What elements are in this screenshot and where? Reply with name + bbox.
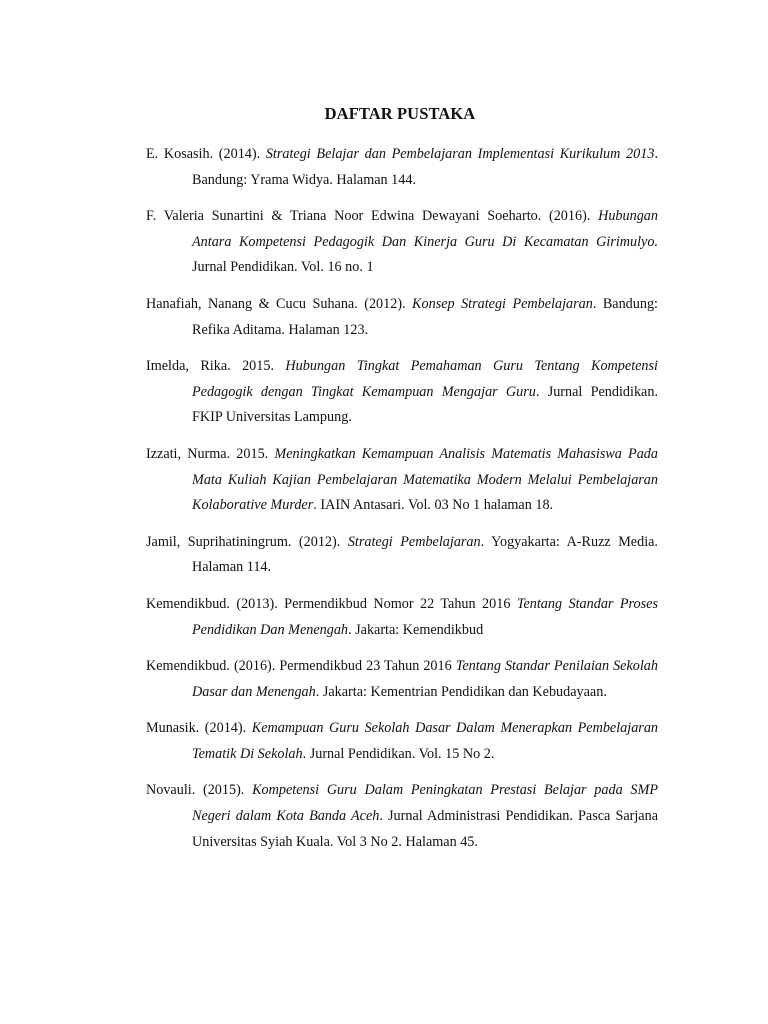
reference-prefix: Jamil, Suprihatiningrum. (2012). — [146, 533, 348, 550]
reference-prefix: Imelda, Rika. 2015. — [146, 358, 286, 375]
reference-suffix: . Bandung: Yrama Widya. Halaman 144. — [192, 146, 658, 188]
reference-title: Kompetensi Guru Dalam Peningkatan Prestasi Belajar pada SMP Negeri dalam Kota Banda Aceh — [192, 782, 658, 825]
reference-prefix: Izzati, Nurma. 2015. — [146, 445, 275, 462]
reference-entry — [146, 654, 658, 705]
reference-entry — [146, 292, 658, 343]
reference-suffix: Jurnal Pendidikan. Vol. 16 no. 1 — [192, 259, 374, 276]
reference-prefix: Kemendikbud. (2016). Permendikbud 23 Tahun 2016 — [146, 658, 456, 675]
reference-entry — [146, 778, 658, 855]
reference-prefix: F. Valeria Sunartini & Triana Noor Edwina Dewayani Soeharto. (2016). — [146, 208, 599, 225]
reference-title: Tentang Standar Penilaian Sekolah Dasar dan Menengah — [192, 658, 658, 700]
reference-entry — [146, 592, 658, 643]
reference-list — [146, 142, 658, 866]
reference-prefix: Munasik. (2014). — [146, 720, 252, 737]
reference-suffix: . Jurnal Administrasi Pendidikan. Pasca Sarjana Universitas Syiah Kuala. Vol 3 No 2. Halaman 45. — [192, 808, 658, 850]
reference-entry — [146, 204, 658, 281]
reference-prefix: E. Kosasih. (2014). — [146, 146, 266, 162]
reference-suffix: . Yogyakarta: A-Ruzz Media. Halaman 114. — [192, 533, 658, 576]
reference-title: Strategi Belajar dan Pembelajaran Implementasi Kurikulum 2013 — [265, 146, 655, 162]
page-title: DAFTAR PUSTAKA — [324, 104, 476, 123]
reference-suffix: . Jakarta: Kemendikbud — [348, 621, 484, 638]
reference-suffix: . Jakarta: Kementrian Pendidikan dan Kebudayaan. — [315, 683, 607, 700]
reference-title: Hubungan Tingkat Pemahaman Guru Tentang Kompetensi Pedagogik dengan Tingkat Kemampuan Mengajar Guru — [192, 358, 658, 400]
reference-suffix: . IAIN Antasari. Vol. 03 No 1 halaman 18. — [313, 497, 554, 514]
reference-suffix: . Jurnal Pendidikan. FKIP Universitas Lampung. — [192, 383, 658, 426]
reference-entry — [146, 442, 658, 519]
reference-prefix: Hanafiah, Nanang & Cucu Suhana. (2012). — [146, 295, 413, 312]
reference-title: Konsep Strategi Pembelajaran — [412, 295, 593, 312]
reference-suffix: . Bandung: Refika Aditama. Halaman 123. — [192, 295, 658, 338]
reference-entry — [146, 354, 658, 431]
reference-title: Meningkatkan Kemampuan Analisis Matematis Mahasiswa Pada Mata Kuliah Kajian Pembelajaran Matematika Modern Melalui Pembelajaran Kolaborative Murder — [192, 445, 658, 514]
reference-prefix: Kemendikbud. (2013). Permendikbud Nomor 22 Tahun 2016 — [146, 595, 517, 612]
reference-entry — [146, 716, 658, 767]
reference-prefix: Novauli. (2015). — [146, 782, 253, 799]
reference-suffix: . Jurnal Pendidikan. Vol. 15 No 2. — [302, 745, 495, 762]
reference-title: Kemampuan Guru Sekolah Dasar Dalam Menerapkan Pembelajaran Tematik Di Sekolah — [192, 720, 659, 762]
reference-title: Hubungan Antara Kompetensi Pedagogik Dan Kinerja Guru Di Kecamatan Girimulyo. — [192, 208, 658, 250]
reference-title: Strategi Pembelajaran — [347, 533, 481, 550]
reference-entry — [146, 142, 658, 193]
reference-entry — [146, 530, 658, 581]
reference-title: Tentang Standar Proses Pendidikan Dan Menengah — [192, 595, 658, 638]
